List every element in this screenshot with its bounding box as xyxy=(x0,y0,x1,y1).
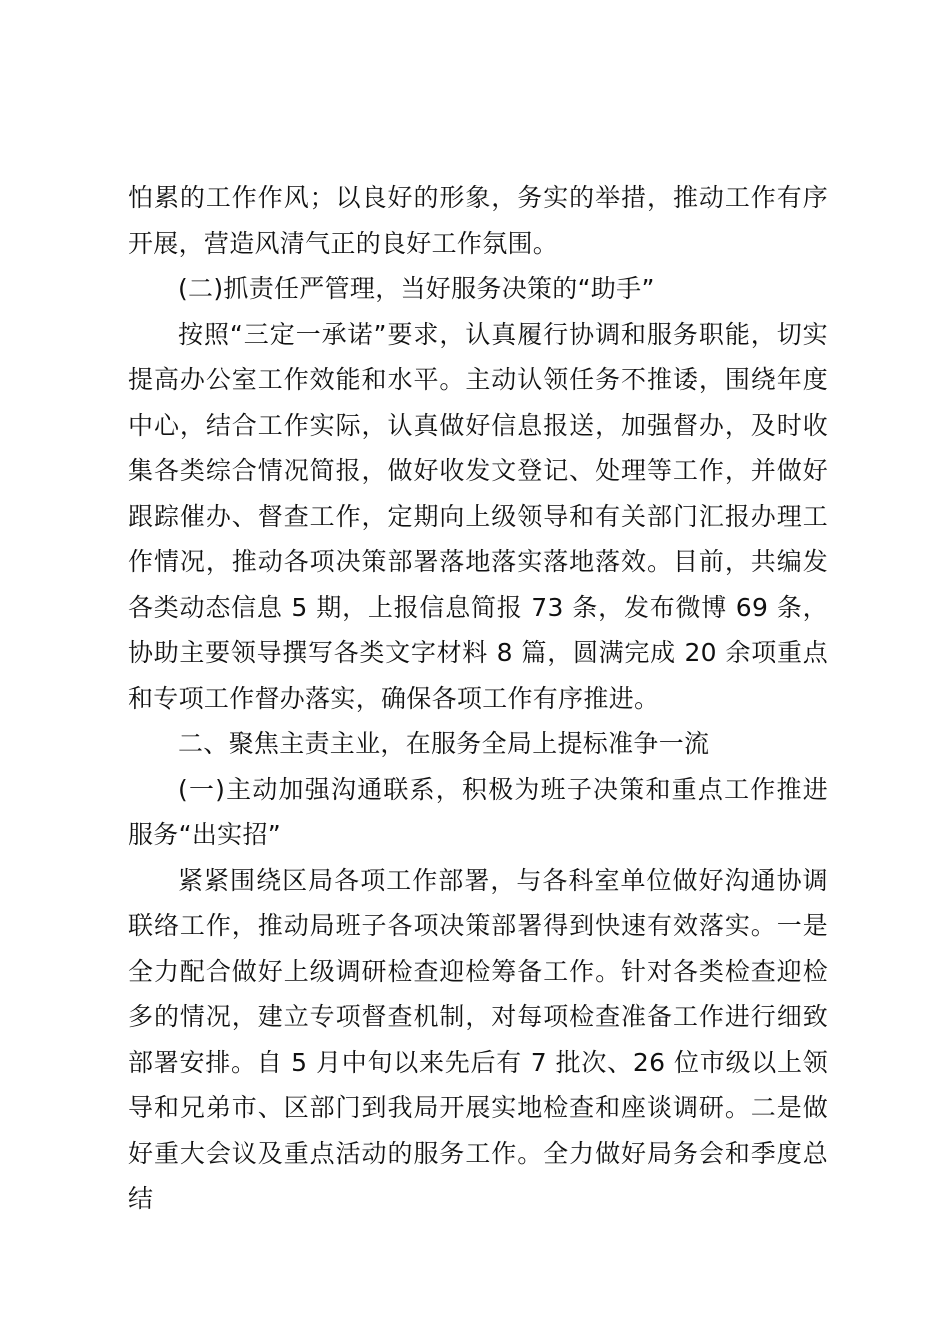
paragraph-coordination: 紧紧围绕区局各项工作部署，与各科室单位做好沟通协调联络工作，推动局班子各项决策部署得到快速有效落实。一是全力配合做好上级调研检查迎检筹备工作。针对各类检查迎检多的情况，建立专项督查机制，对每项检查准备工作进行细致部署安排。自 5 月中旬以来先后有 7 批次、26 位市级以上领导和兄弟市、区部门到我局开展实地检查和座谈调研。二是做好重大会议及重点活动的服务工作。全力做好局务会和季度总结 xyxy=(128,865,828,1213)
document-body xyxy=(128,175,828,1222)
paragraph-continuation: 怕累的工作作风；以良好的形象，务实的举措，推动工作有序开展，营造风清气正的良好工作氛围。 xyxy=(128,183,828,258)
section-heading-2-2: (二)抓责任严管理，当好服务决策的“助手” xyxy=(178,274,655,303)
paragraph-office-duties: 按照“三定一承诺”要求，认真履行协调和服务职能，切实提高办公室工作效能和水平。主动认领任务不推诿，围绕年度中心，结合工作实际，认真做好信息报送，加强督办，及时收集各类综合情况简报，做好收发文登记、处理等工作，并做好跟踪催办、督查工作，定期向上级领导和有关部门汇报办理工作情况，推动各项决策部署落地落实落地落效。目前，共编发各类动态信息 5 期，上报信息简报 73 条，发布微博 69 条，协助主要领导撰写各类文字材料 8 篇，圆满完成 20 余项重点和专项工作督办落实，确保各项工作有序推进。 xyxy=(128,319,828,713)
section-heading-2: 二、聚焦主责主业，在服务全局上提标准争一流 xyxy=(178,729,710,758)
section-heading-2-1: (一)主动加强沟通联系，积极为班子决策和重点工作推进服务“出实招” xyxy=(128,774,828,849)
